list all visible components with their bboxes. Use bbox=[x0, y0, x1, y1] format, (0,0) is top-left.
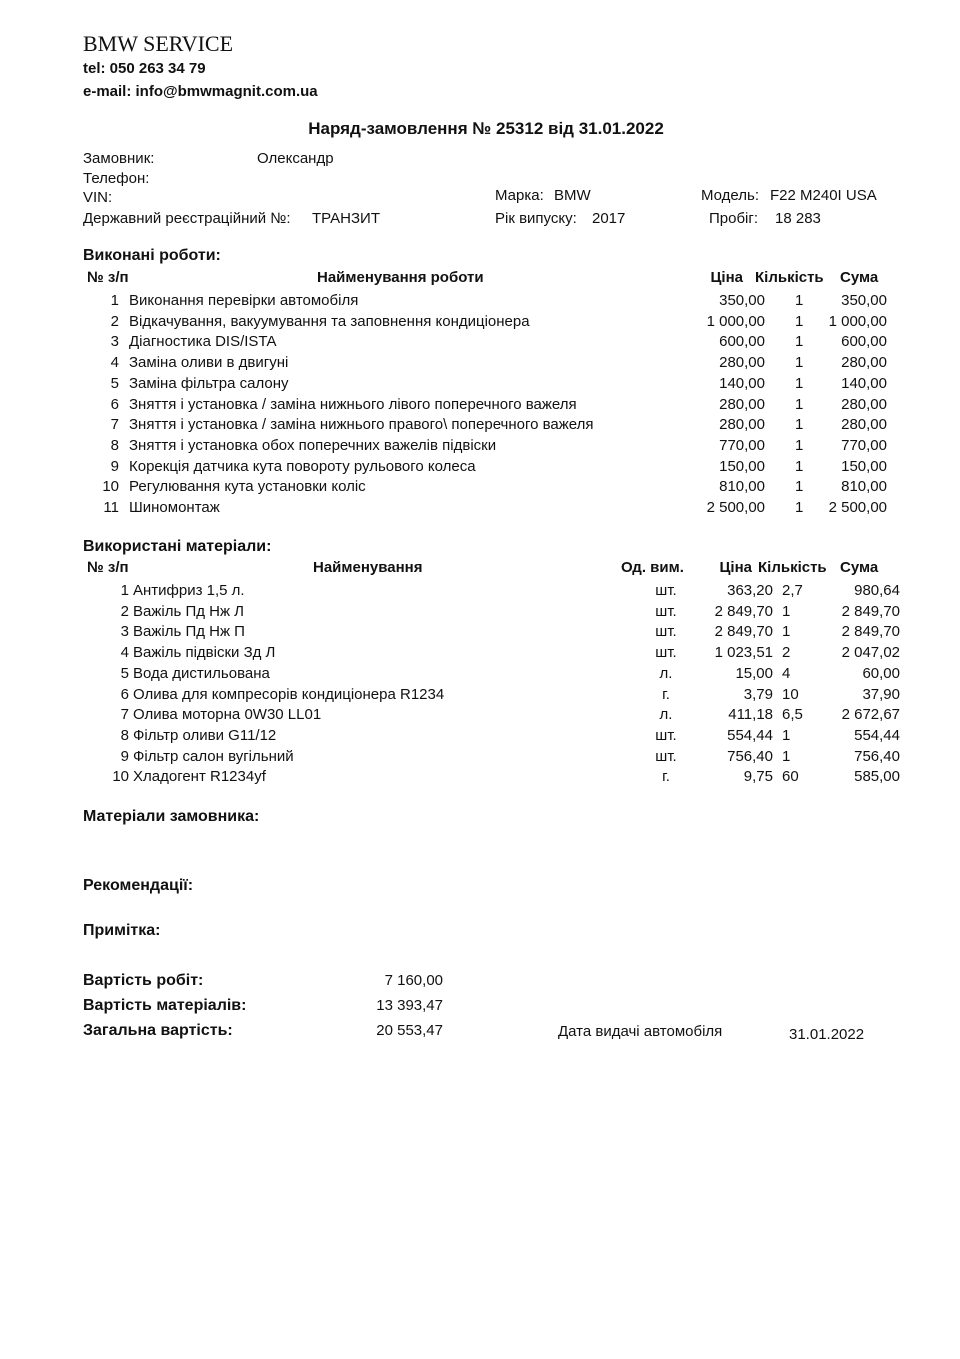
row-qty: 10 bbox=[782, 685, 799, 703]
row-price: 2 500,00 bbox=[706, 499, 765, 516]
row-num: 3 bbox=[110, 333, 119, 351]
row-qty: 1 bbox=[782, 747, 791, 765]
table-row bbox=[0, 313, 960, 333]
row-unit: шт. bbox=[655, 602, 677, 620]
works-total-label: Вартість робіт: bbox=[83, 972, 204, 989]
table-row bbox=[0, 354, 960, 374]
company-email: e-mail: info@bmwmagnit.com.ua bbox=[83, 83, 318, 100]
materials-header-name: Найменування bbox=[313, 559, 423, 576]
row-name: Олива моторна 0W30 LL01 bbox=[133, 706, 322, 724]
row-name: Важіль підвіски Зд Л bbox=[133, 644, 276, 662]
row-sum: 2 849,70 bbox=[841, 602, 900, 620]
row-sum: 280,00 bbox=[841, 354, 887, 372]
works-header-sum: Сума bbox=[840, 269, 879, 286]
table-row bbox=[0, 437, 960, 457]
table-row bbox=[0, 333, 960, 353]
company-phone: tel: 050 263 34 79 bbox=[83, 60, 206, 77]
customer-materials-label: Матеріали замовника: bbox=[83, 808, 260, 825]
materials-header-sum: Сума bbox=[840, 559, 879, 576]
row-sum: 60,00 bbox=[862, 664, 900, 682]
row-name: Зняття і установка обох поперечних важелів підвіски bbox=[129, 436, 497, 454]
table-row bbox=[0, 416, 960, 436]
row-qty: 1 bbox=[795, 478, 804, 496]
row-name: Важіль Пд Нж Л bbox=[133, 602, 245, 620]
materials-header-row bbox=[0, 559, 960, 579]
table-row bbox=[0, 396, 960, 416]
row-name: Хладогент R1234yf bbox=[133, 768, 266, 786]
row-qty: 60 bbox=[782, 768, 799, 786]
grand-total-label: Загальна вартість: bbox=[83, 1022, 233, 1039]
row-name: Відкачування, вакуумування та заповнення кондиціонера bbox=[129, 312, 530, 330]
vin-label: VIN: bbox=[83, 189, 113, 206]
row-sum: 1 000,00 bbox=[828, 312, 887, 330]
row-qty: 1 bbox=[795, 416, 804, 434]
row-num: 10 bbox=[112, 768, 129, 786]
table-row bbox=[0, 603, 960, 623]
row-sum: 980,64 bbox=[854, 582, 900, 599]
row-qty: 1 bbox=[782, 623, 791, 641]
row-qty: 1 bbox=[795, 333, 804, 351]
row-name: Важіль Пд Нж П bbox=[133, 623, 245, 641]
row-qty: 1 bbox=[795, 457, 804, 475]
table-row bbox=[0, 292, 960, 312]
row-unit: шт. bbox=[655, 726, 677, 744]
works-total-value: 7 160,00 bbox=[384, 972, 443, 989]
works-header-price: Ціна bbox=[710, 269, 743, 286]
row-unit: шт. bbox=[655, 644, 677, 662]
works-header-qty: Кількість bbox=[755, 269, 824, 286]
row-num: 6 bbox=[120, 685, 129, 703]
row-num: 1 bbox=[120, 582, 129, 599]
row-qty: 1 bbox=[795, 395, 804, 413]
table-row bbox=[0, 686, 960, 706]
row-num: 5 bbox=[120, 664, 129, 682]
row-unit: г. bbox=[662, 685, 670, 703]
year-label: Рік випуску: bbox=[495, 210, 577, 227]
row-name: Антифриз 1,5 л. bbox=[133, 582, 245, 599]
row-num: 8 bbox=[120, 726, 129, 744]
row-sum: 600,00 bbox=[841, 333, 887, 351]
row-price: 140,00 bbox=[719, 374, 765, 392]
remark-label: Примітка: bbox=[83, 922, 161, 939]
row-qty: 4 bbox=[782, 664, 791, 682]
row-name: Регулювання кута установки коліс bbox=[129, 478, 366, 496]
table-row bbox=[0, 748, 960, 768]
mileage-value: 18 283 bbox=[775, 210, 821, 227]
row-num: 2 bbox=[120, 602, 129, 620]
row-num: 5 bbox=[110, 374, 119, 392]
company-name: BMW SERVICE bbox=[83, 31, 234, 56]
works-header-row bbox=[0, 269, 960, 289]
row-name: Олива для компресорів кондиціонера R1234 bbox=[133, 685, 445, 703]
grand-total-value: 20 553,47 bbox=[376, 1022, 443, 1039]
table-row bbox=[0, 727, 960, 747]
table-row bbox=[0, 706, 960, 726]
table-row bbox=[0, 458, 960, 478]
materials-header-price: Ціна bbox=[719, 559, 752, 576]
row-sum: 2 672,67 bbox=[841, 706, 900, 724]
row-num: 8 bbox=[110, 436, 119, 454]
row-name: Зняття і установка / заміна нижнього лівого поперечного важеля bbox=[129, 395, 577, 413]
row-name: Заміна оливи в двигуні bbox=[129, 354, 289, 372]
row-sum: 37,90 bbox=[862, 685, 900, 703]
works-section-title: Виконані роботи: bbox=[83, 247, 221, 264]
row-sum: 280,00 bbox=[841, 395, 887, 413]
row-sum: 280,00 bbox=[841, 416, 887, 434]
row-qty: 1 bbox=[782, 726, 791, 744]
row-qty: 1 bbox=[795, 436, 804, 454]
table-row bbox=[0, 478, 960, 498]
row-qty: 2,7 bbox=[782, 582, 803, 599]
row-sum: 554,44 bbox=[854, 726, 900, 744]
row-num: 4 bbox=[110, 354, 119, 372]
row-price: 3,79 bbox=[743, 685, 773, 703]
customer-label: Замовник: bbox=[83, 150, 155, 167]
row-price: 350,00 bbox=[719, 292, 765, 309]
row-sum: 350,00 bbox=[841, 292, 887, 309]
row-unit: л. bbox=[659, 664, 673, 682]
row-price: 1 023,51 bbox=[714, 644, 773, 662]
row-price: 756,40 bbox=[727, 747, 773, 765]
table-row bbox=[0, 499, 960, 519]
materials-header-qty: Кількість bbox=[758, 559, 827, 576]
row-sum: 810,00 bbox=[841, 478, 887, 496]
row-num: 11 bbox=[103, 499, 119, 516]
issue-date-value: 31.01.2022 bbox=[789, 1026, 865, 1043]
row-price: 280,00 bbox=[719, 416, 765, 434]
row-price: 363,20 bbox=[727, 582, 773, 599]
row-price: 1 000,00 bbox=[706, 312, 765, 330]
row-sum: 2 849,70 bbox=[841, 623, 900, 641]
row-name: Діагностика DIS/ISTA bbox=[129, 333, 277, 351]
table-row bbox=[0, 768, 960, 788]
row-num: 9 bbox=[110, 457, 119, 475]
materials-header-num: № з/п bbox=[87, 559, 129, 576]
row-name: Фільтр салон вугільний bbox=[133, 747, 294, 765]
row-unit: шт. bbox=[655, 623, 677, 641]
row-qty: 6,5 bbox=[782, 706, 803, 724]
table-row bbox=[0, 623, 960, 643]
row-price: 280,00 bbox=[719, 354, 765, 372]
row-qty: 1 bbox=[795, 312, 804, 330]
materials-total-value: 13 393,47 bbox=[376, 997, 443, 1014]
row-sum: 756,40 bbox=[854, 747, 900, 765]
row-num: 1 bbox=[110, 292, 119, 309]
row-sum: 770,00 bbox=[841, 436, 887, 454]
row-sum: 140,00 bbox=[841, 374, 887, 392]
row-qty: 1 bbox=[795, 354, 804, 372]
row-price: 411,18 bbox=[728, 706, 773, 724]
row-num: 9 bbox=[120, 747, 129, 765]
row-qty: 1 bbox=[795, 374, 804, 392]
row-name: Вода дистильована bbox=[133, 664, 270, 682]
row-unit: г. bbox=[662, 768, 670, 786]
row-sum: 2 047,02 bbox=[841, 644, 900, 662]
row-price: 2 849,70 bbox=[714, 623, 773, 641]
issue-date-label: Дата видачі автомобіля bbox=[558, 1023, 723, 1040]
row-name: Виконання перевірки автомобіля bbox=[129, 292, 359, 309]
row-price: 15,00 bbox=[735, 664, 773, 682]
customer-value: Олександр bbox=[257, 150, 334, 167]
row-unit: л. bbox=[659, 706, 673, 724]
row-price: 600,00 bbox=[719, 333, 765, 351]
model-value: F22 M240I USA bbox=[770, 187, 877, 204]
row-unit: шт. bbox=[655, 747, 677, 765]
row-qty: 1 bbox=[782, 602, 791, 620]
materials-section-title: Використані матеріали: bbox=[83, 538, 272, 555]
works-header-name: Найменування роботи bbox=[317, 269, 484, 286]
order-title: Наряд-замовлення № 25312 від 31.01.2022 bbox=[308, 119, 664, 138]
row-num: 7 bbox=[110, 416, 119, 434]
table-row bbox=[0, 582, 960, 602]
row-qty: 1 bbox=[795, 292, 804, 309]
works-header-num: № з/п bbox=[87, 269, 129, 286]
brand-value: BMW bbox=[554, 187, 591, 204]
row-name: Фільтр оливи G11/12 bbox=[133, 726, 277, 744]
materials-header-unit: Од. вим. bbox=[621, 559, 684, 576]
recommendations-label: Рекомендації: bbox=[83, 877, 194, 894]
brand-label: Марка: bbox=[495, 187, 544, 204]
row-sum: 150,00 bbox=[841, 457, 887, 475]
mileage-label: Пробіг: bbox=[709, 210, 759, 227]
materials-total-label: Вартість матеріалів: bbox=[83, 997, 247, 1014]
row-price: 554,44 bbox=[727, 726, 773, 744]
row-num: 2 bbox=[110, 312, 119, 330]
row-num: 6 bbox=[110, 395, 119, 413]
row-num: 4 bbox=[120, 644, 129, 662]
row-price: 9,75 bbox=[743, 768, 773, 786]
row-sum: 2 500,00 bbox=[828, 499, 887, 516]
row-num: 7 bbox=[120, 706, 129, 724]
model-label: Модель: bbox=[701, 187, 760, 204]
row-price: 770,00 bbox=[719, 436, 765, 454]
table-row bbox=[0, 665, 960, 685]
row-qty: 2 bbox=[782, 644, 791, 662]
row-num: 10 bbox=[102, 478, 119, 496]
row-price: 150,00 bbox=[719, 457, 765, 475]
row-qty: 1 bbox=[795, 499, 804, 516]
row-num: 3 bbox=[120, 623, 129, 641]
table-row bbox=[0, 644, 960, 664]
row-name: Зняття і установка / заміна нижнього правого\ поперечного важеля bbox=[129, 416, 594, 434]
reg-label: Державний реєстраційний №: bbox=[83, 210, 291, 227]
row-price: 280,00 bbox=[719, 395, 765, 413]
reg-value: ТРАНЗИТ bbox=[312, 210, 381, 227]
row-price: 810,00 bbox=[719, 478, 765, 496]
table-row bbox=[0, 375, 960, 395]
year-value: 2017 bbox=[592, 210, 626, 227]
row-name: Шиномонтаж bbox=[129, 499, 220, 516]
phone-label: Телефон: bbox=[83, 170, 150, 187]
row-price: 2 849,70 bbox=[714, 602, 773, 620]
row-name: Корекція датчика кута повороту рульового колеса bbox=[129, 457, 476, 475]
row-name: Заміна фільтра салону bbox=[129, 374, 289, 392]
row-unit: шт. bbox=[655, 582, 677, 599]
row-sum: 585,00 bbox=[854, 768, 900, 786]
